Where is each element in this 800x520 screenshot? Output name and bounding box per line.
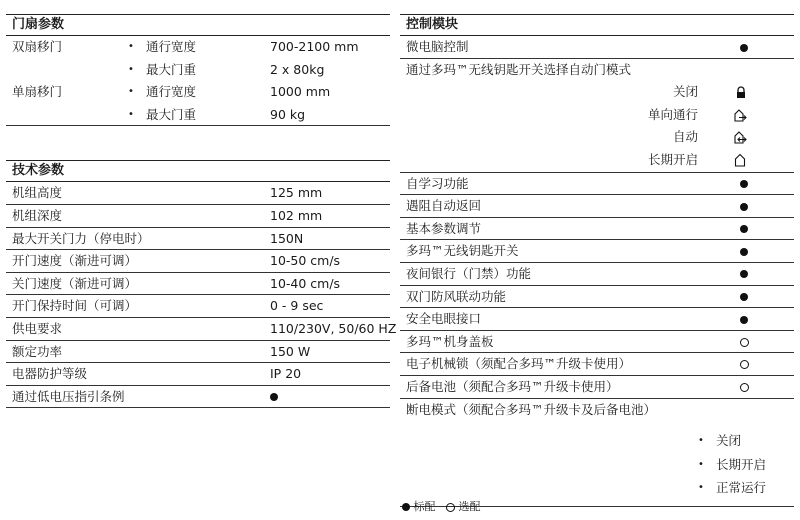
standard-dot-icon (270, 386, 278, 409)
bullet-icon: • (128, 86, 134, 98)
param-name: 通行宽度 (146, 39, 197, 54)
spacer (400, 421, 794, 429)
spacer (6, 126, 390, 160)
feature-row (400, 36, 794, 59)
tech-param-value: 0 - 9 sec (270, 298, 324, 314)
tech-param-value: 102 mm (270, 207, 323, 223)
tech-param-row (6, 228, 390, 251)
param-value: 90 kg (270, 106, 306, 122)
mode-intro: 通过多玛™无线钥匙开关选择自动门模式 (406, 61, 632, 77)
power-fail-option (400, 429, 794, 453)
standard-dot-icon (737, 263, 751, 286)
tech-param-row (6, 273, 390, 296)
door-type-label: 单扇移门 (12, 84, 63, 100)
bullet-icon: • (128, 108, 134, 120)
bullet-icon: • (128, 63, 134, 75)
bullet-icon: • (698, 435, 704, 447)
feature-label: 遇阻自动返回 (406, 198, 482, 214)
feature-label: 电子机械锁（须配合多玛™升级卡使用） (406, 356, 632, 372)
standard-dot-icon (737, 240, 751, 263)
feature-label: 夜间银行（门禁）功能 (406, 265, 532, 281)
feature-row (400, 195, 794, 218)
feature-label: 安全电眼接口 (406, 311, 482, 327)
standard-dot-icon (737, 218, 751, 241)
tech-params-header: 技术参数 (6, 160, 390, 182)
optional-ring-icon (737, 331, 751, 354)
tech-param-value: 150 W (270, 343, 311, 359)
mode-row (400, 81, 794, 104)
lock-icon (734, 85, 748, 99)
power-fail-option (400, 476, 794, 500)
mode-label: 自动 (672, 129, 698, 145)
power-fail-option-label: 关闭 (716, 433, 742, 449)
mode-row (400, 104, 794, 127)
tech-param-value: 125 mm (270, 185, 323, 201)
feature-label: 基本参数调节 (406, 220, 482, 236)
param-name: 通行宽度 (146, 84, 197, 100)
standard-dot-icon (737, 308, 751, 331)
param-value: 2 x 80kg (270, 61, 325, 77)
tech-param-label: 通过低电压指引条例 (12, 388, 125, 404)
tech-param-row (6, 182, 390, 205)
tech-param-row (6, 363, 390, 386)
feature-list (400, 173, 794, 399)
tech-param-value: 10-40 cm/s (270, 275, 341, 291)
mode-label: 长期开启 (647, 151, 698, 167)
tech-param-row (6, 250, 390, 273)
left-column (6, 14, 397, 408)
tech-param-value: IP 20 (270, 366, 302, 382)
mode-row (400, 149, 794, 172)
two-way-icon (734, 130, 748, 144)
feature-label: 多玛™机身盖板 (406, 333, 494, 349)
feature-row (400, 173, 794, 196)
tech-param-label: 机组高度 (12, 185, 63, 201)
feature-row (400, 331, 794, 354)
param-value: 1000 mm (270, 84, 331, 100)
standard-dot-icon (737, 173, 751, 196)
tech-param-row (6, 386, 390, 409)
tech-param-label: 机组深度 (12, 207, 63, 223)
mode-label: 单向通行 (647, 106, 698, 122)
standard-dot-icon (737, 36, 751, 59)
mode-intro-row (400, 59, 794, 82)
standard-dot-icon (737, 286, 751, 309)
one-way-icon (734, 108, 748, 122)
feature-label: 后备电池（须配合多玛™升级卡使用） (406, 378, 619, 394)
param-name: 最大门重 (146, 106, 197, 122)
standard-dot-icon (402, 503, 410, 511)
feature-label: 多玛™无线钥匙开关 (406, 243, 519, 259)
param-name: 最大门重 (146, 61, 197, 77)
feature-row (400, 286, 794, 309)
door-param-row (6, 81, 390, 104)
feature-row (400, 218, 794, 241)
door-param-row (6, 104, 390, 127)
tech-param-row (6, 295, 390, 318)
power-fail-row (400, 399, 794, 422)
door-param-row (6, 36, 390, 59)
param-value: 700-2100 mm (270, 39, 359, 54)
bullet-icon: • (698, 458, 704, 470)
feature-label: 自学习功能 (406, 175, 469, 191)
mode-row (400, 126, 794, 149)
bullet-icon: • (128, 41, 134, 52)
power-fail-option (400, 453, 794, 477)
tech-param-label: 开门保持时间（可调） (12, 298, 138, 314)
feature-label: 双门防风联动功能 (406, 288, 507, 304)
right-column (400, 14, 794, 507)
bullet-icon: • (698, 482, 704, 494)
tech-param-row (6, 318, 397, 341)
legend-standard: 标配 (413, 500, 436, 513)
tech-param-row (6, 341, 390, 364)
tech-param-label: 关门速度（渐进可调） (12, 275, 138, 291)
tech-param-label: 电器防护等级 (12, 366, 88, 382)
tech-param-value: 10-50 cm/s (270, 253, 341, 269)
tech-param-label: 供电要求 (12, 320, 63, 336)
legend-optional: 选配 (458, 500, 481, 513)
standard-dot-icon (737, 195, 751, 218)
power-fail-option-label: 长期开启 (716, 456, 767, 472)
tech-param-row (6, 205, 390, 228)
power-fail-label: 断电模式（须配合多玛™升级卡及后备电池） (406, 401, 657, 417)
feature-label: 微电脑控制 (406, 39, 469, 54)
tech-param-value: 150N (270, 230, 304, 246)
door-params-header: 门扇参数 (6, 14, 390, 36)
control-header: 控制模块 (400, 14, 794, 36)
mode-label: 关闭 (672, 84, 698, 100)
optional-ring-icon (446, 503, 455, 512)
power-fail-option-label: 正常运行 (716, 480, 767, 496)
tech-param-label: 额定功率 (12, 343, 63, 359)
feature-row (400, 308, 794, 331)
feature-row (400, 376, 794, 399)
tech-params-table (6, 182, 397, 408)
optional-ring-icon (737, 376, 751, 399)
tech-param-value: 110/230V, 50/60 HZ (270, 320, 397, 336)
legend (402, 498, 481, 514)
door-param-row (6, 59, 390, 82)
door-type-label: 双扇移门 (12, 39, 63, 54)
tech-param-label: 开门速度（渐进可调） (12, 253, 138, 269)
tech-param-label: 最大开关门力（停电时） (12, 230, 150, 246)
open-icon (734, 153, 748, 167)
feature-row (400, 353, 794, 376)
optional-ring-icon (737, 353, 751, 376)
feature-row (400, 240, 794, 263)
feature-row (400, 263, 794, 286)
